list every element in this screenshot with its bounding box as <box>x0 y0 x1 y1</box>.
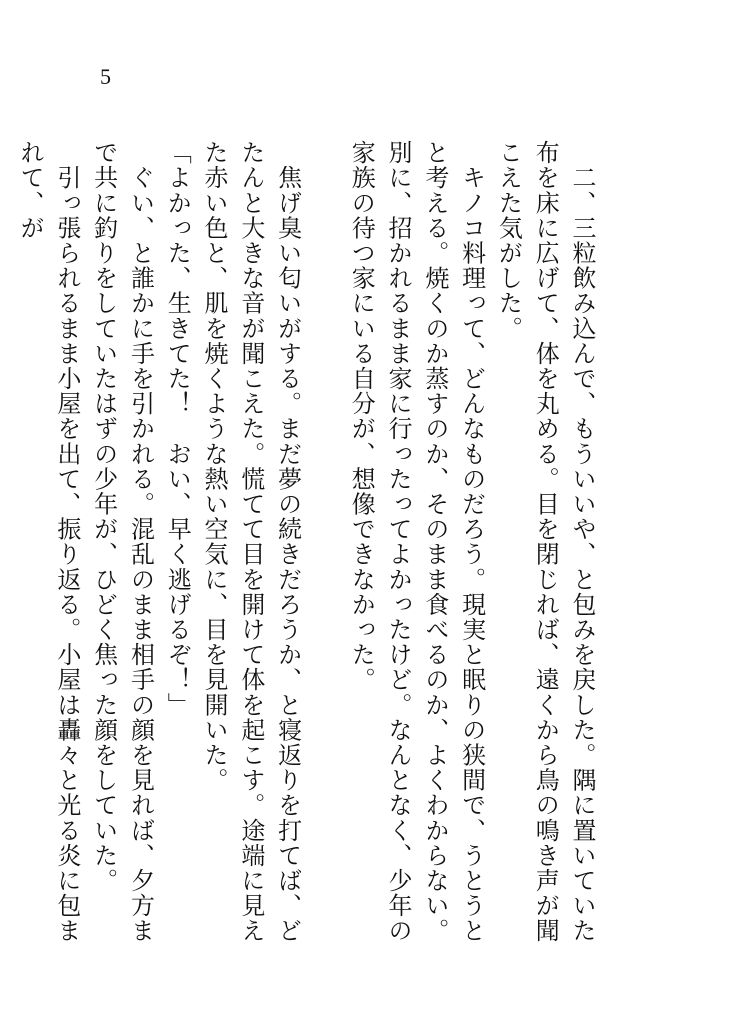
paragraph-4: ぐい、と誰かに手を引かれる。混乱のまま相手の顔を見れば、夕方まで共に釣りをしていたはずの少年が、ひどく焦った顔をしていた。 <box>89 140 155 944</box>
scene-break-blank-line <box>306 140 343 960</box>
paragraph-3: 焦げ臭い匂いがする。まだ夢の続きだろうか、と寝返りを打てば、どたんと大きな音が聞こえた。慌てて目を開けて体を起こす。途端に見えた赤い色と、肌を焼くような熱い空気に、目を見開いた。 <box>200 140 302 944</box>
dialogue-line: 「よかった、生きてた！ おい、早く逃げるぞ！」 <box>163 140 192 718</box>
paragraph-2: キノコ料理って、どんなものだろう。現実と眠りの狭間で、うとうとと考える。焼くのか蒸すのか、そのまま食べるのか、よくわからない。別に、招かれるまま家に行ったってよかったけど。なんとなく、少年の家族の待つ家にいる自分が、想像できなかった。 <box>347 140 486 944</box>
vertical-text-body <box>16 140 600 960</box>
paragraph-5: 引っ張られるまま小屋を出て、振り返る。小屋は轟々と光る炎に包まれて、が <box>16 140 81 944</box>
paragraph-1: 二、三粒飲み込んで、もういいや、と包みを戻した。隅に置いていた布を床に広げて、体を丸める。目を閉じれば、遠くから鳥の鳴き声が聞こえた気がした。 <box>494 140 596 944</box>
page-number: 5 <box>100 64 111 89</box>
